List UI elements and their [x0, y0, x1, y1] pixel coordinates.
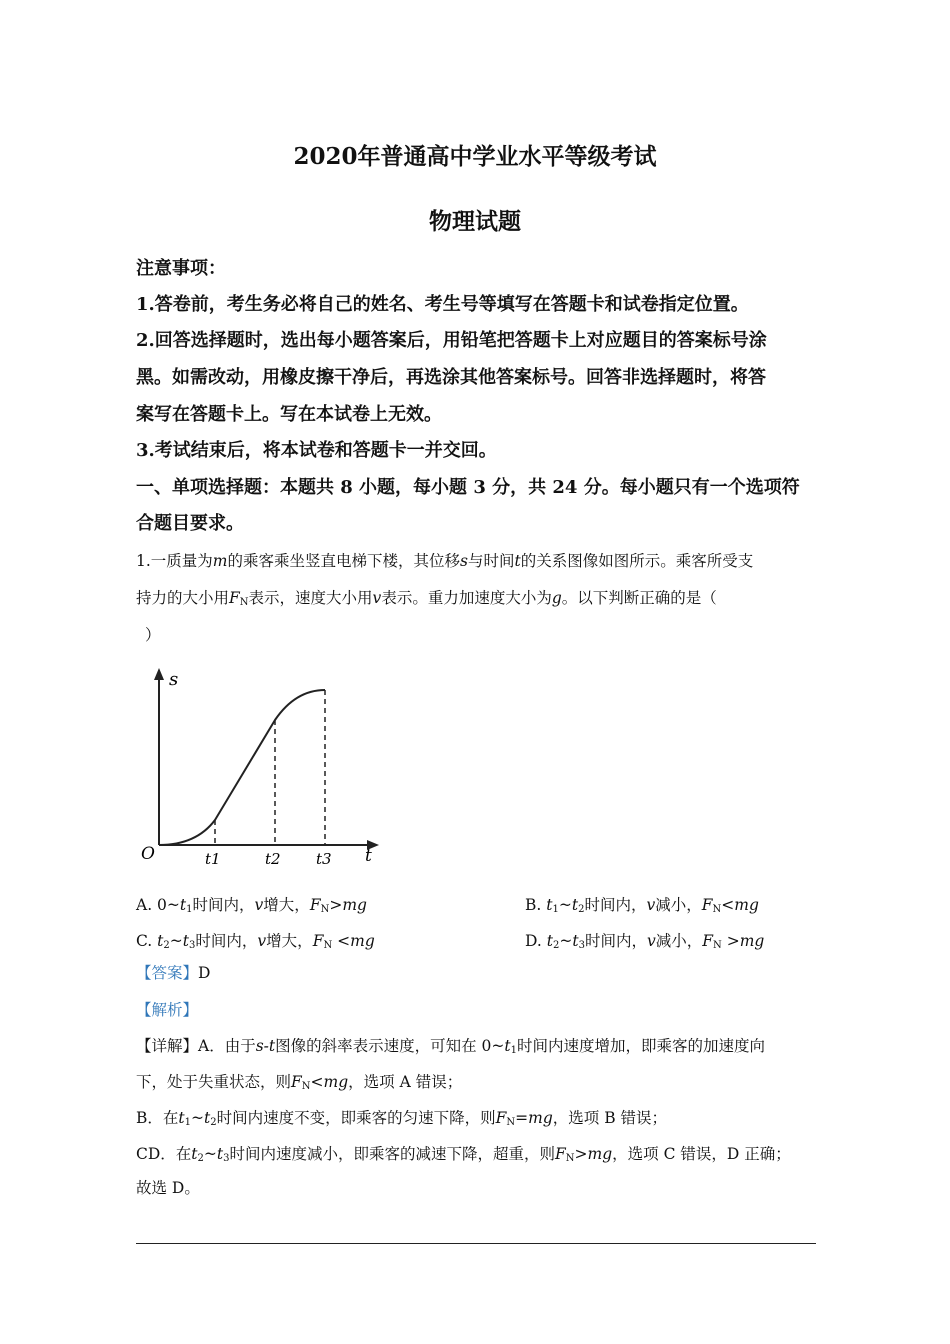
answer-value: D	[198, 964, 211, 982]
option-b[interactable]: B. $t_1\sim t_2$时间内，v减小，$F_N<mg$	[525, 896, 759, 915]
analysis-tag: 【解析】	[136, 1001, 199, 1019]
y-axis-label: s	[169, 669, 179, 690]
x-axis-label: t	[365, 846, 372, 866]
detail-line-1: 【详解】A．由于s-t图像的斜率表示速度，可知在 $0\sim t_1$时间内速度增加，即乘客的加速度向	[136, 1037, 766, 1056]
option-c[interactable]: C. $t_2\sim t_3$时间内，v增大，$F_N <mg$	[136, 932, 375, 951]
section-heading-line-1: 一、单项选择题：本题共 8 小题，每小题 3 分，共 24 分。每小题只有一个选项符	[136, 477, 800, 498]
exam-title: 2020年普通高中学业水平等级考试	[293, 143, 657, 170]
detail-line-2: 下，处于失重状态，则$F_N<mg$，选项 A 错误；	[136, 1073, 463, 1092]
tick-label-t2: t2	[265, 850, 281, 868]
analysis-line	[136, 992, 816, 1028]
detail-line-3: B．在$t_1\sim t_2$时间内速度不变，即乘客的匀速下降，则$F_N=mg$，选项 B 错误；	[136, 1109, 668, 1128]
y-axis-arrow	[154, 668, 164, 680]
answer-tag: 【答案】	[136, 964, 199, 982]
answer-line	[136, 955, 816, 991]
section-heading-line-2: 合题目要求。	[136, 513, 244, 534]
notice-item-3: 3.考试结束后，将本试卷和答题卡一并交回。	[136, 440, 497, 461]
notice-heading: 注意事项：	[136, 258, 226, 279]
question-1-line-2: 持力的大小用$F_N$表示，速度大小用v表示。重力加速度大小为g。以下判断正确的是（	[136, 589, 717, 608]
option-d[interactable]: D. $t_2\sim t_3$时间内，v减小，$F_N >mg$	[525, 932, 765, 951]
footer-divider	[136, 1243, 816, 1244]
option-a[interactable]: A. $0\sim t_1$时间内，v增大，$F_N>mg$	[136, 896, 367, 915]
s-t-graph	[135, 660, 395, 875]
question-1-line-1: 1.一质量为m的乘客乘坐竖直电梯下楼，其位移s与时间t的关系图像如图所示。乘客所受支	[136, 552, 754, 570]
exam-subtitle: 物理试题	[429, 208, 521, 235]
notice-item-2-line-2: 黑。如需改动，用橡皮擦干净后，再选涂其他答案标号。回答非选择题时，将答	[136, 367, 766, 388]
notice-item-2-line-1: 2.回答选择题时，选出每小题答案后，用铅笔把答题卡上对应题目的答案标号涂	[136, 330, 767, 351]
detail-line-4: CD．在$t_2\sim t_3$时间内速度减小，即乘客的减速下降，超重，则$F_N>mg$，选项 C 错误，D 正确；	[136, 1145, 791, 1164]
origin-label: O	[141, 844, 155, 864]
tick-label-t3: t3	[316, 850, 332, 868]
s-t-curve	[159, 690, 325, 845]
notice-item-1: 1.答卷前，考生务必将自己的姓名、考生号等填写在答题卡和试卷指定位置。	[136, 294, 749, 315]
tick-label-t1: t1	[205, 850, 221, 868]
question-1-line-3: ）	[145, 626, 161, 644]
detail-line-5: 故选 D。	[136, 1179, 200, 1197]
notice-item-2-line-3: 案写在答题卡上。写在本试卷上无效。	[136, 404, 442, 425]
